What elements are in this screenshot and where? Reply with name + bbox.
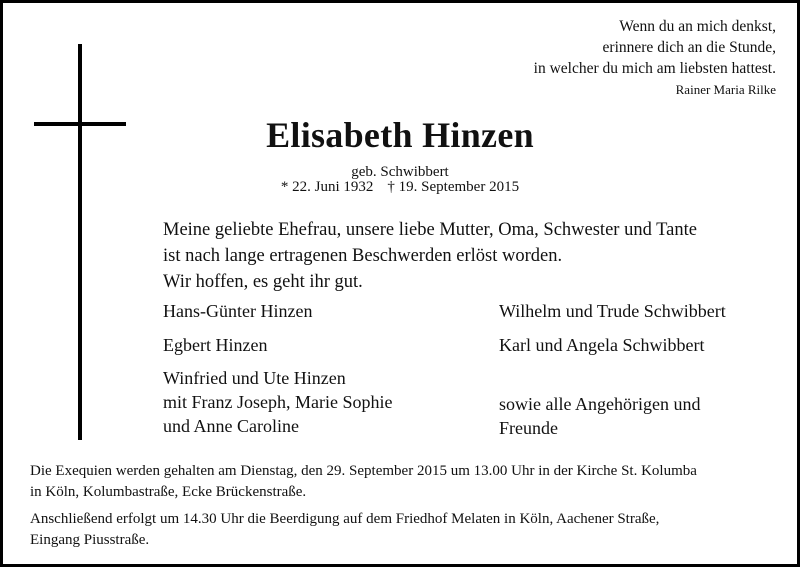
cross-vertical-bar: [78, 44, 82, 440]
notice-line: Eingang Piusstraße.: [30, 532, 150, 548]
obituary-message: [163, 217, 697, 295]
quote-line: in welcher du mich am liebsten hattest.: [533, 60, 776, 77]
death-date: † 19. September 2015: [387, 179, 520, 195]
rilke-quote: [534, 16, 776, 79]
deceased-name: Elisabeth Hinzen: [266, 115, 534, 155]
life-dates: [0, 179, 800, 196]
mourner-name: Hans-Günter Hinzen: [163, 301, 313, 321]
message-line: ist nach lange ertragenen Beschwerden erlöst worden.: [163, 246, 563, 266]
mourner-line: Freunde: [499, 418, 558, 438]
mourner-name: Karl und Angela Schwibbert: [499, 335, 705, 355]
mourner-name: Egbert Hinzen: [163, 335, 268, 355]
mourner-name: Wilhelm und Trude Schwibbert: [499, 301, 726, 321]
mourner-name: [499, 392, 700, 440]
notice-line: Anschließend erfolgt um 14.30 Uhr die Beerdigung auf dem Friedhof Melaten in Köln, Aachener Straße,: [30, 511, 660, 527]
mourner-name: [163, 366, 392, 438]
quote-author: Rainer Maria Rilke: [675, 82, 776, 97]
mourner-line: Winfried und Ute Hinzen: [163, 368, 346, 388]
mourner-line: sowie alle Angehörigen und: [499, 394, 701, 414]
funeral-mass-notice: [30, 461, 697, 503]
mourner-line: mit Franz Joseph, Marie Sophie: [163, 392, 393, 412]
burial-notice: [30, 509, 659, 551]
notice-line: in Köln, Kolumbastraße, Ecke Brückenstraße.: [30, 484, 307, 500]
message-line: Meine geliebte Ehefrau, unsere liebe Mutter, Oma, Schwester und Tante: [163, 220, 697, 240]
quote-line: erinnere dich an die Stunde,: [602, 39, 776, 56]
mourner-line: und Anne Caroline: [163, 416, 299, 436]
message-line: Wir hoffen, es geht ihr gut.: [163, 272, 363, 292]
birth-date: * 22. Juni 1932: [280, 179, 374, 195]
quote-line: Wenn du an mich denkst,: [619, 18, 776, 35]
notice-line: Die Exequien werden gehalten am Dienstag, den 29. September 2015 um 13.00 Uhr in der Kirche St. Kolumba: [30, 463, 697, 479]
maiden-name: geb. Schwibbert: [351, 164, 449, 180]
